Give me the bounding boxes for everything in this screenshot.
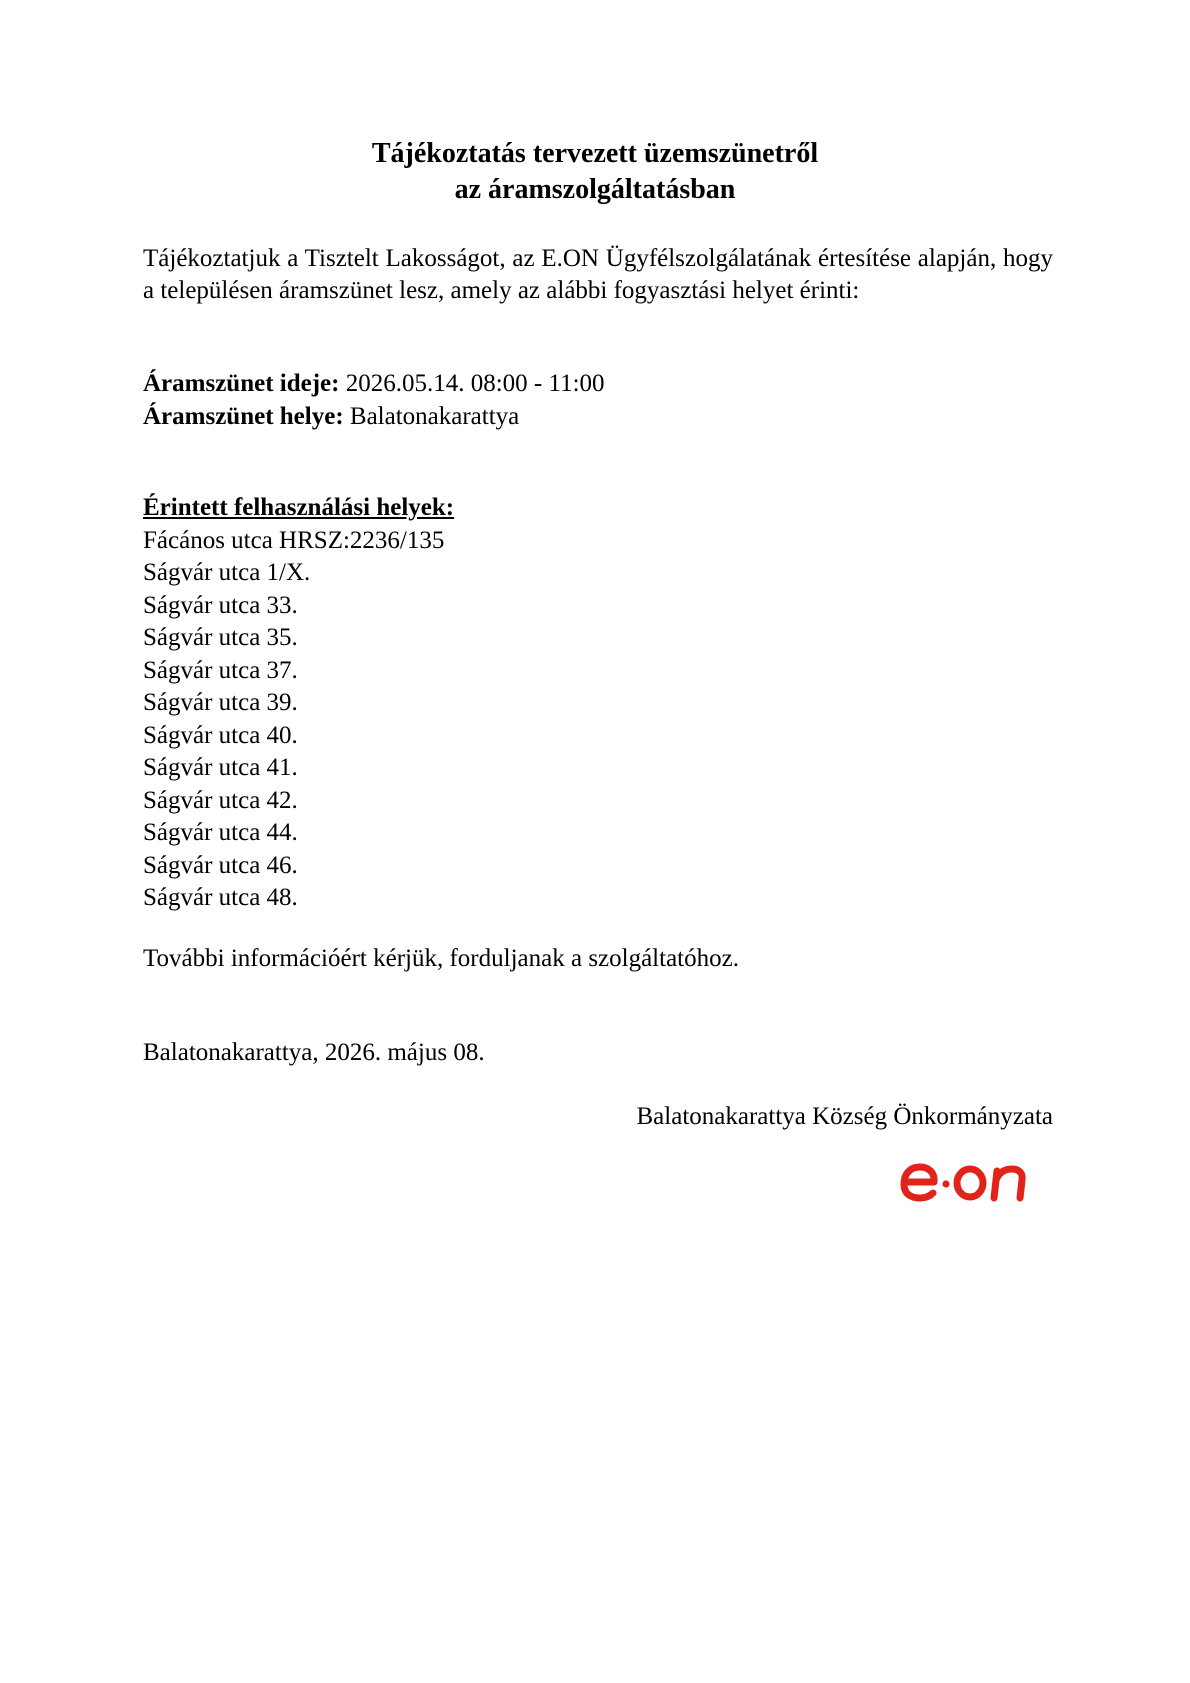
list-item: Ságvár utca 41. bbox=[143, 754, 298, 781]
outage-time-label: Áramszünet ideje: bbox=[143, 370, 340, 397]
intro-text: Tájékoztatjuk a Tisztelt Lakosságot, az E.ON Ügyfélszolgálatának értesítése alapján, hogy a településen áramszünet lesz, amely az alábbi fogyasztási helyet érinti: bbox=[143, 245, 1053, 304]
list-item: Ságvár utca 33. bbox=[143, 591, 298, 619]
outage-time-value: 2026.05.14. 08:00 - 11:00 bbox=[345, 370, 605, 397]
list-item: Ságvár utca 39. bbox=[143, 689, 298, 716]
list-item: Ságvár utca 44. bbox=[143, 819, 298, 846]
intro-paragraph bbox=[143, 243, 1053, 307]
eon-logo bbox=[900, 1158, 1042, 1206]
list-item: Ságvár utca 48. bbox=[143, 884, 298, 911]
place-and-date: Balatonakarattya, 2026. május 08. bbox=[143, 1039, 485, 1066]
outage-place-label: Áramszünet helye: bbox=[143, 403, 344, 430]
further-info: További információért kérjük, forduljanak a szolgáltatóhoz. bbox=[143, 945, 739, 972]
list-item: Ságvár utca 35. bbox=[143, 624, 298, 651]
list-item: Ságvár utca 46. bbox=[143, 851, 298, 879]
document-title bbox=[0, 136, 1190, 208]
list-item: Ságvár utca 1/X. bbox=[143, 559, 311, 586]
list-item: Ságvár utca 37. bbox=[143, 656, 298, 684]
title-line-2: az áramszolgáltatásban bbox=[454, 174, 736, 205]
outage-time-row bbox=[143, 367, 605, 400]
affected-places bbox=[143, 492, 454, 915]
list-item: Ságvár utca 40. bbox=[143, 721, 298, 749]
outage-place-row bbox=[143, 400, 605, 433]
signature: Balatonakarattya Község Önkormányzata bbox=[636, 1103, 1053, 1130]
list-item: Ságvár utca 42. bbox=[143, 786, 298, 814]
list-item: Fácános utca HRSZ:2236/135 bbox=[143, 526, 445, 554]
outage-info bbox=[143, 367, 605, 433]
title-line-1: Tájékoztatás tervezett üzemszünetről bbox=[371, 138, 819, 169]
affected-places-heading: Érintett felhasználási helyek: bbox=[143, 494, 455, 521]
outage-place-value: Balatonakarattya bbox=[349, 403, 520, 430]
